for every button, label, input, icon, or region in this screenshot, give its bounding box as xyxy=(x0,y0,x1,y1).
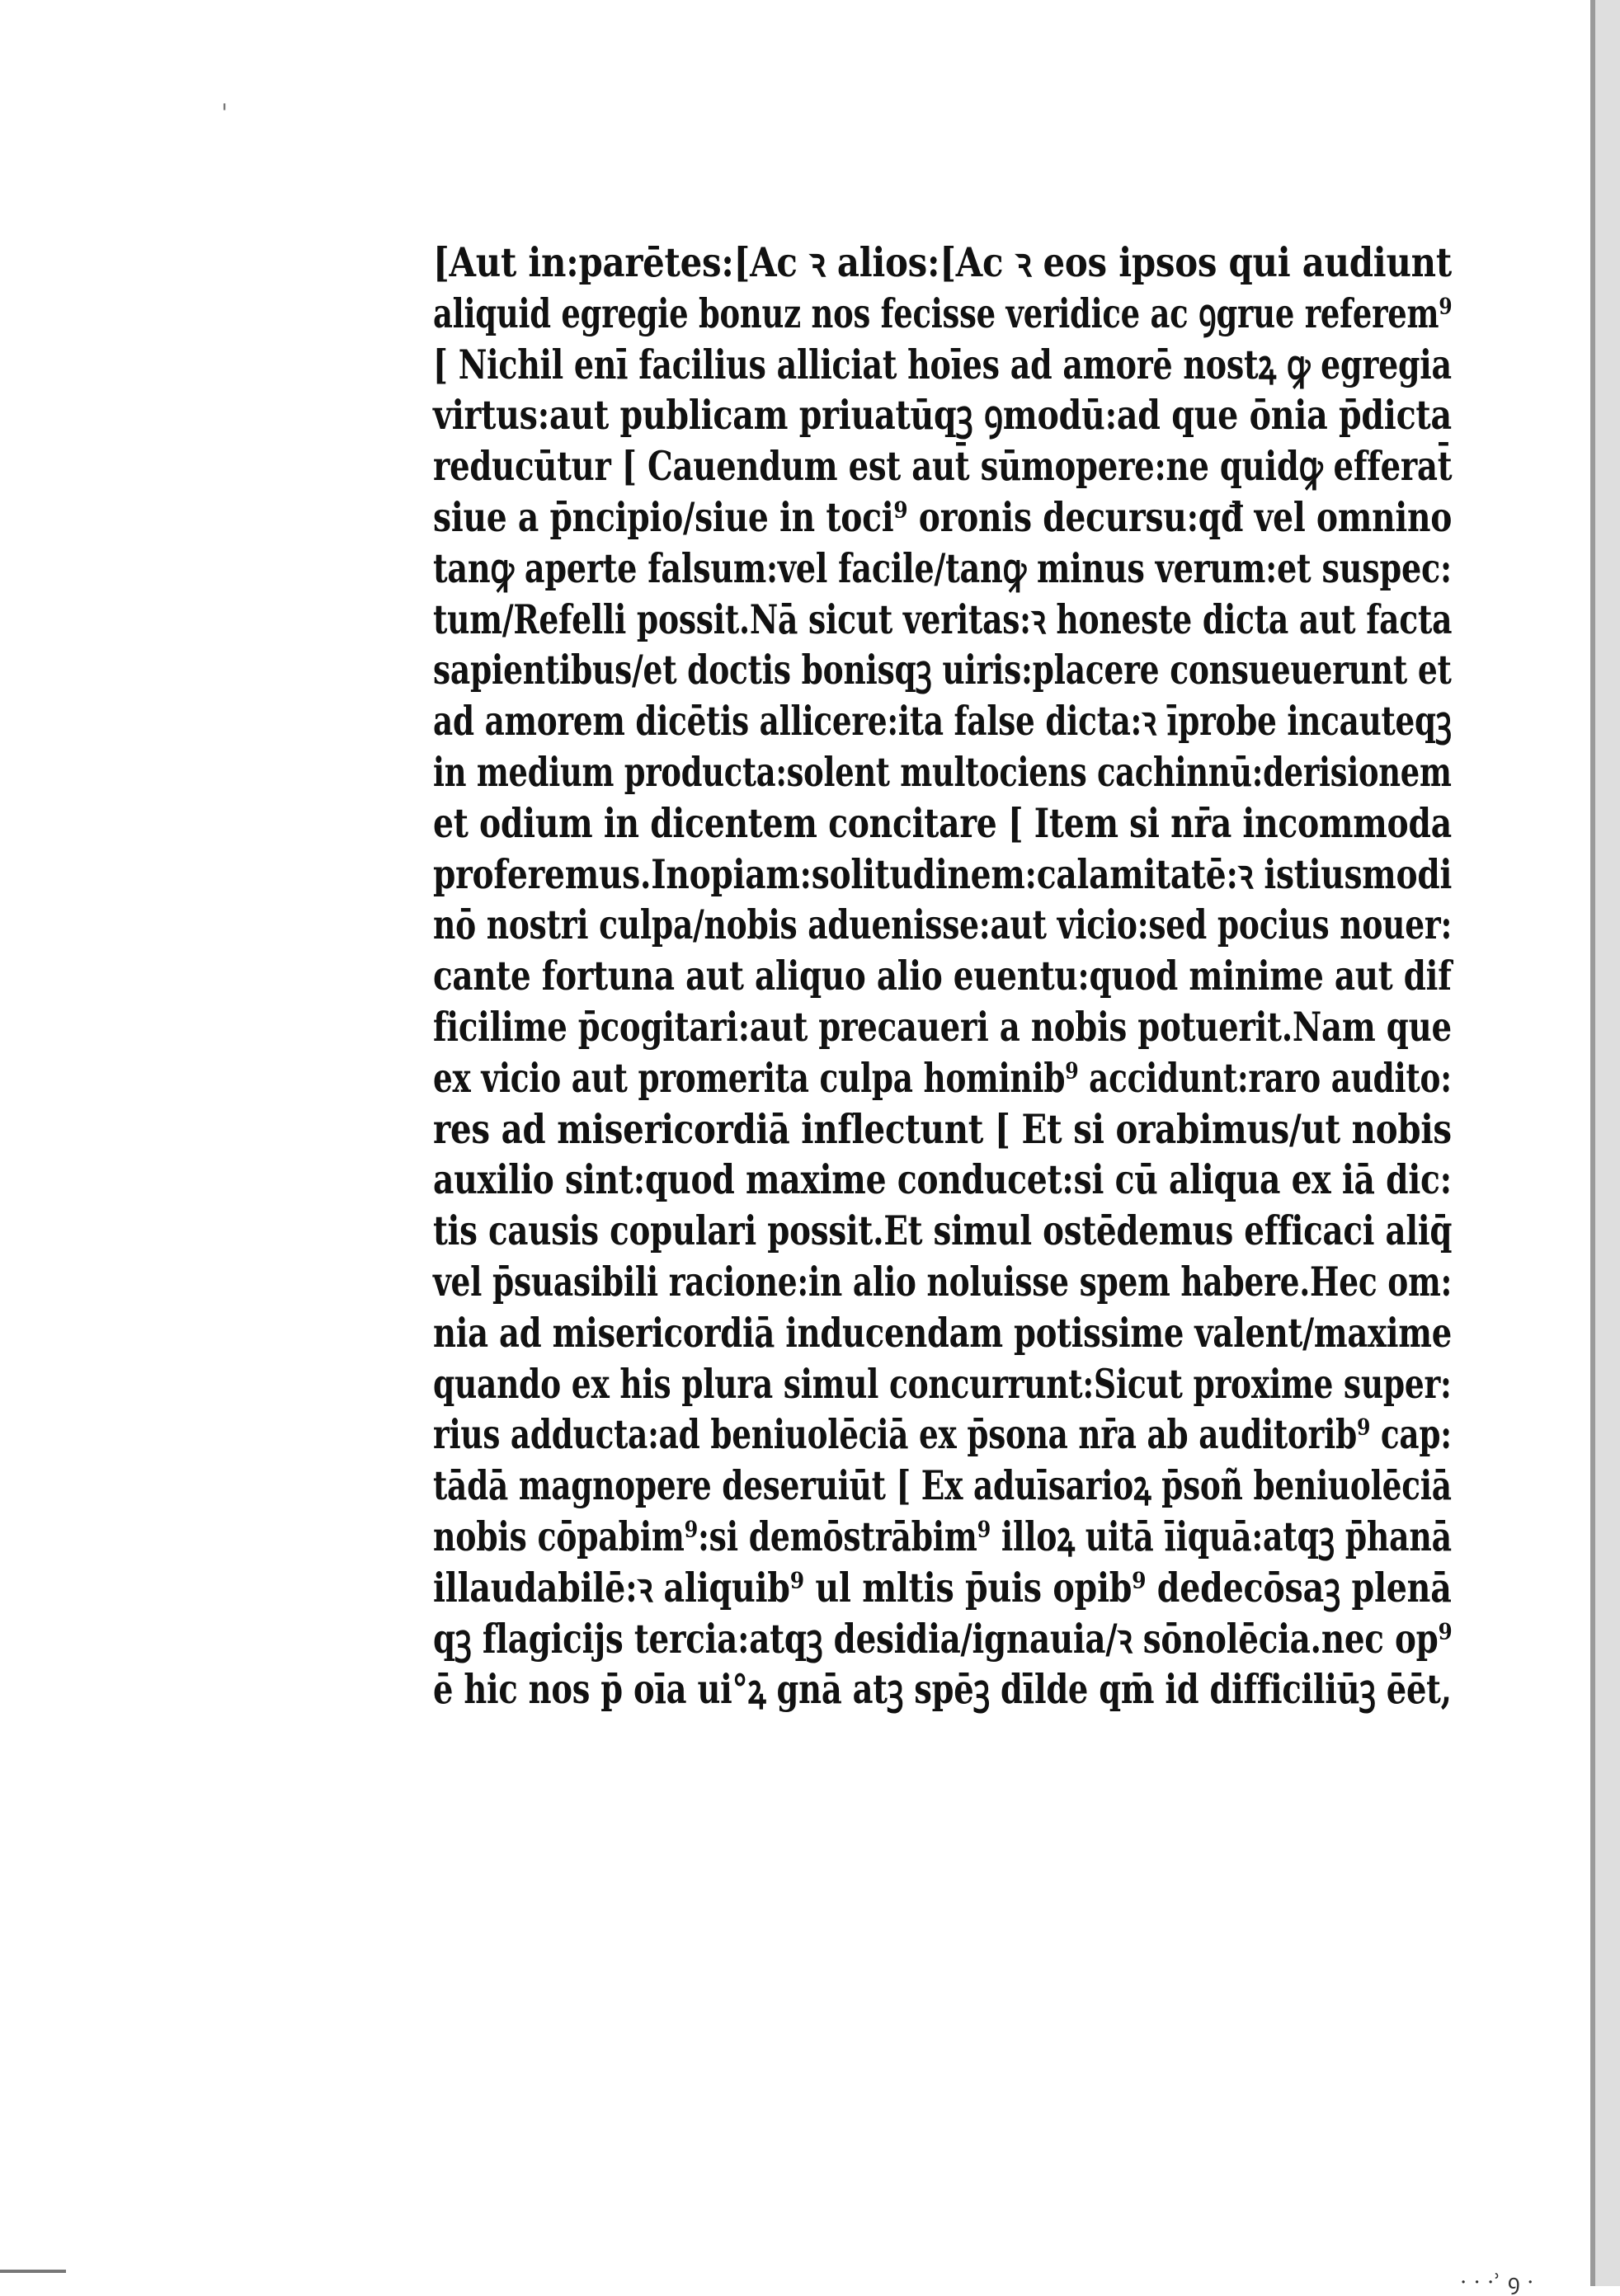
text-line: ē hic nos p̄ oīa ui°ꝝ gnā atꝫ spēꝫ dīlde qm̄ id difficiliūꝫ ēēt, xyxy=(433,1665,1452,1714)
text-line: auxilio sint:quod maxime conducet:si cū aliqua ex iā dic: xyxy=(433,1155,1452,1204)
text-line: tum/Refelli possit.Nā sicut veritas:ꝛ honeste dicta aut facta xyxy=(433,595,1453,643)
text-block xyxy=(433,238,1452,1715)
text-line: [ Nichil enī facilius alliciat hoīes ad amorē nostꝝ ꝙ egregia xyxy=(433,340,1452,388)
text-line: reducūtur [ Cauendum est aut̄ sūmopere:ne quidꝙ efferat̄ xyxy=(433,442,1453,491)
text-line: quando ex his plura simul concurrunt:Sicut proxime super: xyxy=(433,1359,1452,1408)
text-line: illaudabilē:ꝛ aliquib⁹ ul mltis p̄uis opib⁹ dedecōsaꝫ plenā xyxy=(433,1563,1452,1611)
text-line: ex vicio aut promerita culpa hominib⁹ accidunt:raro audito: xyxy=(433,1053,1452,1102)
text-line: cante fortuna aut aliquo alio euentu:quod minime aut dif xyxy=(433,952,1452,1000)
text-line: res ad misericordiā inflectunt [ Et si orabimus/ut nobis xyxy=(433,1104,1452,1153)
text-line: [Aut in:parētes:[Ac ꝛ alios:[Ac ꝛ eos ipsos qui audiunt xyxy=(433,238,1452,286)
text-line: tis causis copulari possit.Et simul ostēdemus efficaci aliq̄ xyxy=(433,1207,1453,1255)
text-line: nia ad misericordiā inducendam potissime valent/maxime xyxy=(433,1308,1452,1357)
text-line: in medium producta:solent multociens cachinnū:derisionem xyxy=(433,747,1452,796)
text-line: ad amorem dicētis allicere:ita false dicta:ꝛ īprobe incauteqꝫ xyxy=(433,697,1452,746)
text-line: tanꝙ aperte falsum:vel facile/tanꝙ minus verum:et suspec: xyxy=(433,543,1452,592)
text-line: virtus:aut publicam priuatūqꝫ ꝯmodū:ad que ōnia p̄dicta xyxy=(433,391,1452,440)
text-line: siue a p̄ncipio/siue in toci⁹ oronis decursu:qđ vel omnino xyxy=(433,492,1453,541)
text-line: tādā magnopere deseruiūt [ Ex aduīsarioꝝ p̄soñ beniuolēciā xyxy=(433,1461,1452,1510)
text-line: et odium in dicentem concitare [ Item si nr̄a incommoda xyxy=(433,798,1452,847)
text-line: nō nostri culpa/nobis aduenisse:aut vicio:sed pocius nouer: xyxy=(433,901,1453,949)
text-line: ficilime p̄cogitari:aut precaueri a nobis potuerit.Nam que xyxy=(433,1002,1452,1051)
scan-border-mark xyxy=(0,2270,66,2273)
bottom-margin-marks: · · ·ʾ ꝯ · xyxy=(1460,2270,1534,2295)
margin-speck: ' xyxy=(221,99,228,128)
text-line: nobis cōpabim⁹:si demōstrābim⁹ illoꝝ uitā īiquā:atqꝫ p̄hanā xyxy=(433,1512,1452,1560)
text-line: proferemus.Inopiam:solitudinem:calamitatē:ꝛ istiusmodi xyxy=(433,849,1453,898)
text-line: vel p̄suasibili racione:in alio noluisse spem habere.Hec om: xyxy=(433,1257,1453,1306)
text-line: sapientibus/et doctis bonisqꝫ uiris:placere consueuerunt et xyxy=(433,646,1452,694)
page-edge-shadow xyxy=(1595,0,1620,2286)
text-line: qꝫ flagicijs tercia:atqꝫ desidia/ignauia/ꝛ sōnolēcia.nec op⁹ xyxy=(433,1614,1453,1663)
text-line: aliquid egregie bonuz nos fecisse veridice ac ꝯgrue referem⁹ xyxy=(433,289,1453,337)
text-line: rius adducta:ad beniuolēciā ex p̄sona nr̄a ab auditorib⁹ cap: xyxy=(433,1410,1452,1459)
